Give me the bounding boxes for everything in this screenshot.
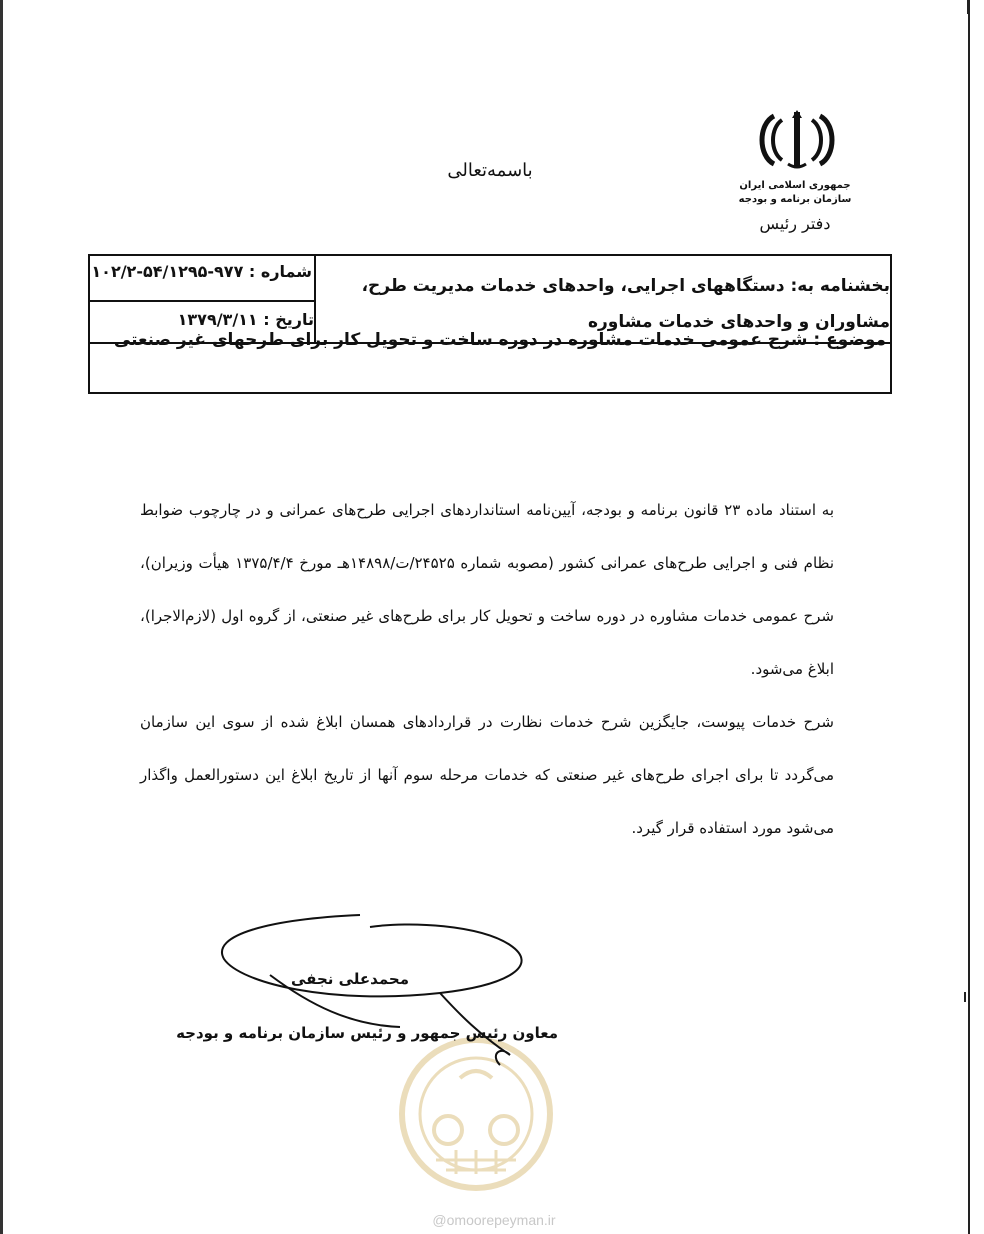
office-name: دفتر رئیس — [759, 214, 831, 233]
letter-date — [118, 310, 314, 329]
letter-body — [140, 484, 834, 855]
watermark: @omoorepeyman.ir — [432, 1212, 556, 1228]
signer-name: محمدعلی نجفی — [290, 970, 409, 988]
signer-title: معاون رئیس جمهور و رئیس سازمان برنامه و بودجه — [176, 1024, 558, 1042]
scan-mark — [964, 992, 966, 1002]
subject-line: موضوع : شرح عمومی خدمات مشاوره در دوره ساخت و تحویل کار برای طرحهای غیر صنعتی — [113, 330, 886, 350]
number-label: شماره : — [248, 262, 312, 281]
number-value: ۹۷۷-۵۴/۱۲۹۵-۱۰۲/۲ — [91, 262, 244, 281]
page-edge-right — [968, 0, 970, 1234]
recipients-line1: بخشنامه به: دستگاههای اجرایی، واحدهای خدمات مدیریت طرح، — [361, 276, 890, 296]
recipients-line2: مشاوران و واحدهای خدمات مشاوره — [587, 312, 890, 332]
frame-divider — [90, 300, 314, 302]
body-paragraph: به استناد ماده ۲۳ قانون برنامه و بودجه، آیین‌نامه استانداردهای اجرایی طرح‌های عمرانی و در چارچوب ضوابط نظام فنی و اجرایی طرح‌های عمرانی کشور (مصوبه شماره ۲۴۵۲۵/ت/۱۴۸۹۸هـ مورخ ۱۳۷۵/۴/۴ هیأت وزیران)، شرح عمومی خدمات مشاوره در دوره ساخت و تحویل کار برای طرح‌های غیر صنعتی، از گروه اول (لازم‌الاجرا)، ابلاغ می‌شود. — [140, 501, 834, 678]
iran-emblem-icon — [752, 108, 842, 172]
org-line-agency: سازمان برنامه و بودجه — [738, 194, 852, 205]
bismillah: باسمه‌تعالی — [447, 160, 533, 181]
org-line-country: جمهوری اسلامی ایران — [739, 180, 851, 191]
date-value: ۱۳۷۹/۳/۱۱ — [177, 310, 258, 329]
letter-number — [66, 262, 312, 281]
handwritten-signature-icon — [210, 905, 590, 1075]
body-paragraph: شرح خدمات پیوست، جایگزین شرح خدمات نظارت در قراردادهای همسان ابلاغ شده از سوی این سازمان می‌گردد تا برای اجرای طرح‌های غیر صنعتی که خدمات مرحله سوم آنها از تاریخ ابلاغ این دستورالعمل واگذار می‌شود مورد استفاده قرار گیرد. — [140, 713, 834, 837]
scan-mark — [967, 0, 970, 14]
page-edge-left — [0, 0, 3, 1234]
date-label: تاریخ : — [263, 310, 314, 329]
